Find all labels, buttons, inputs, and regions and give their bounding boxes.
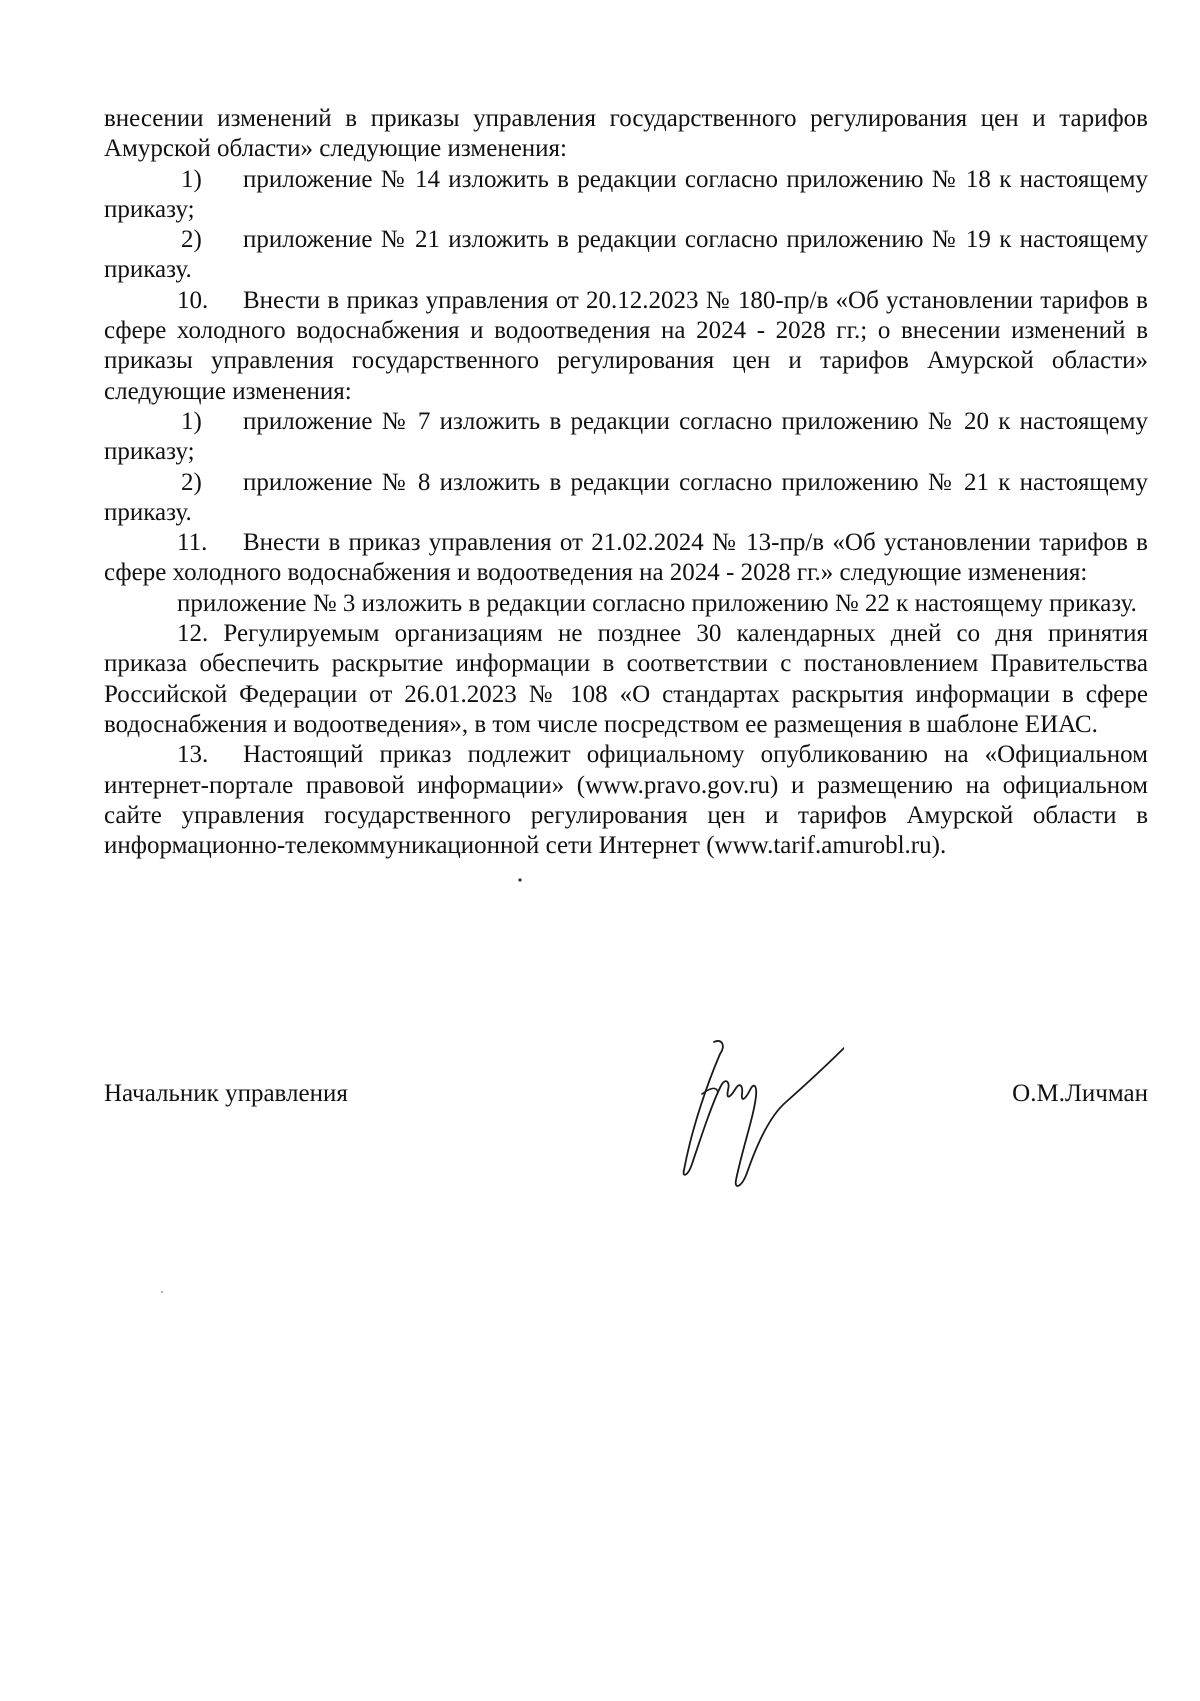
list-item-text: приложение № 21 изложить в редакции согласно приложению № 19 к настоящему приказу. — [104, 226, 1148, 284]
list-item — [104, 225, 1148, 286]
list-number: 2) — [181, 468, 202, 496]
numbered-clause — [104, 740, 1148, 861]
numbered-clause — [104, 619, 1148, 740]
list-item — [104, 468, 1148, 529]
clause-text: 12. Регулируемым организациям не позднее 30 календарных дней со дня принятия приказа обеспечить раскрытие информации в соответствии с постановлением Правительства Российской Федерации от 26.01.2023 № 108 «О стандартах раскрытия информации в сфере водоснабжения и водоотведения», в том числе посредством ее размещения в шаблоне ЕИАС. — [104, 620, 1148, 738]
paragraph — [104, 589, 1148, 619]
list-number: 2) — [181, 226, 202, 254]
clause-number: 10. — [177, 286, 209, 314]
list-item-text: приложение № 14 изложить в редакции согласно приложению № 18 к настоящему приказу; — [104, 165, 1148, 223]
paragraph-text: приложение № 3 изложить в редакции согласно приложению № 22 к настоящему приказу. — [177, 589, 1137, 617]
clause-number: 11. — [177, 529, 208, 557]
list-number: 1) — [181, 165, 202, 193]
handwritten-signature — [644, 1032, 844, 1212]
clause-text: Внести в приказ управления от 21.02.2024 № 13-пр/в «Об установлении тарифов в сфере холодного водоснабжения и водоотведения на 2024 - 2028 гг.» следующие изменения: — [104, 529, 1148, 587]
list-item — [104, 407, 1148, 468]
document-body — [104, 104, 1148, 861]
list-item-text: приложение № 7 изложить в редакции согласно приложению № 20 к настоящему приказу; — [104, 407, 1148, 466]
list-item — [104, 165, 1148, 226]
signatory-name: О.М.Личман — [1012, 1080, 1148, 1107]
list-number: 1) — [181, 407, 202, 435]
paragraph-text: внесении изменений в приказы управления государственного регулирования цен и тарифов Амурской области» следующие изменения: — [104, 105, 1148, 163]
clause-text: Настоящий приказ подлежит официальному опубликованию на «Официальном интернет-портале правовой информации» (www.pravo.gov.ru) и размещению на официальном сайте управления государственного регулирования цен и тарифов Амурской области в информационно-телекоммуникационной сети Интернет (www.tarif.amurobl.ru). — [104, 741, 1148, 860]
signatory-position: Начальник управления — [104, 1080, 348, 1107]
numbered-clause — [104, 528, 1148, 589]
clause-text: Внести в приказ управления от 20.12.2023 № 180-пр/в «Об установлении тарифов в сфере холодного водоснабжения и водоотведения на 2024 - 2028 гг.; о внесении изменений в приказы управления государственного регулирования цен и тарифов Амурской области» следующие изменения: — [104, 286, 1148, 405]
clause-number: 13. — [177, 741, 209, 769]
signature-block — [104, 1080, 1148, 1220]
numbered-clause — [104, 286, 1148, 407]
list-item-text: приложение № 8 изложить в редакции согласно приложению № 21 к настоящему приказу. — [104, 468, 1148, 526]
paragraph-continuation — [104, 104, 1148, 165]
